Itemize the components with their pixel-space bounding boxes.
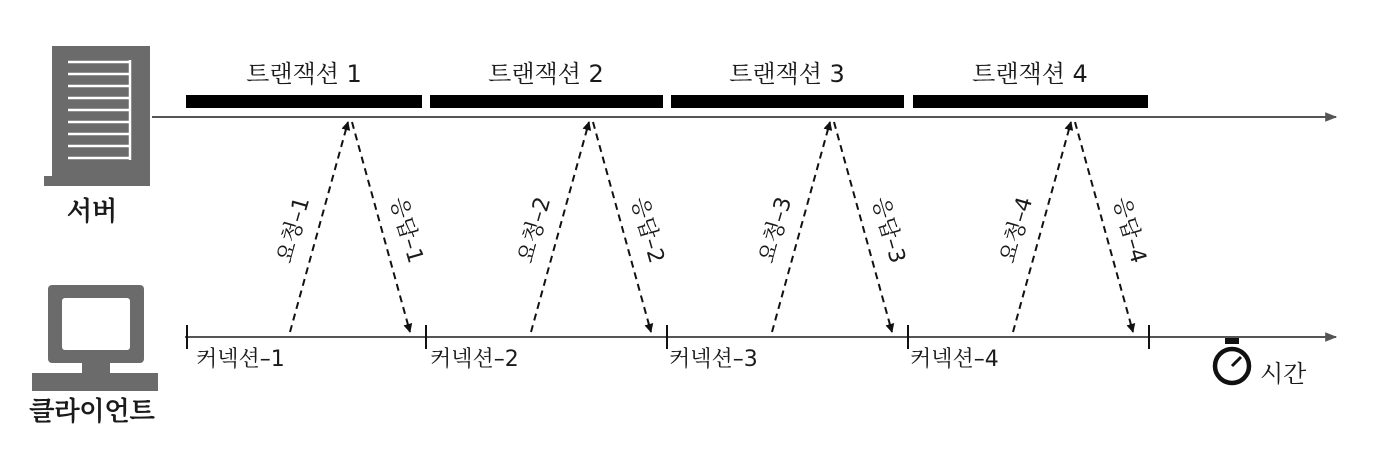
request-label: 요청–3 (754, 194, 798, 267)
request-label: 요청–4 (995, 194, 1039, 267)
stopwatch-icon (1215, 338, 1249, 383)
transaction-bar (186, 95, 422, 108)
connection-label: 커넥션–2 (430, 347, 519, 372)
server-icon (44, 46, 150, 186)
transaction-3 (669, 60, 910, 372)
server-label: 서버 (66, 197, 118, 227)
response-label: 응답–2 (625, 194, 669, 267)
transaction-2 (430, 60, 669, 372)
request-label: 요청–2 (513, 194, 557, 267)
transaction-bar (671, 95, 904, 108)
request-label: 요청–1 (272, 194, 316, 267)
transaction-label: 트랜잭션 2 (488, 60, 604, 88)
transaction-4 (910, 60, 1151, 372)
transaction-label: 트랜잭션 3 (729, 60, 845, 88)
response-label: 응답–4 (1107, 194, 1151, 267)
transaction-label: 트랜잭션 1 (246, 60, 362, 88)
client-computer-icon (32, 285, 158, 391)
transaction-label: 트랜잭션 4 (972, 60, 1088, 88)
transaction-1 (186, 60, 428, 372)
response-label: 응답–1 (384, 194, 428, 267)
connection-label: 커넥션–3 (669, 347, 758, 372)
connection-label: 커넥션–4 (910, 347, 999, 372)
client-label: 클라이언트 (29, 397, 155, 427)
response-label: 응답–3 (866, 194, 910, 267)
time-label: 시간 (1260, 360, 1307, 388)
transaction-bar (430, 95, 663, 108)
connection-label: 커넥션–1 (196, 347, 285, 372)
transaction-bar (913, 95, 1148, 108)
